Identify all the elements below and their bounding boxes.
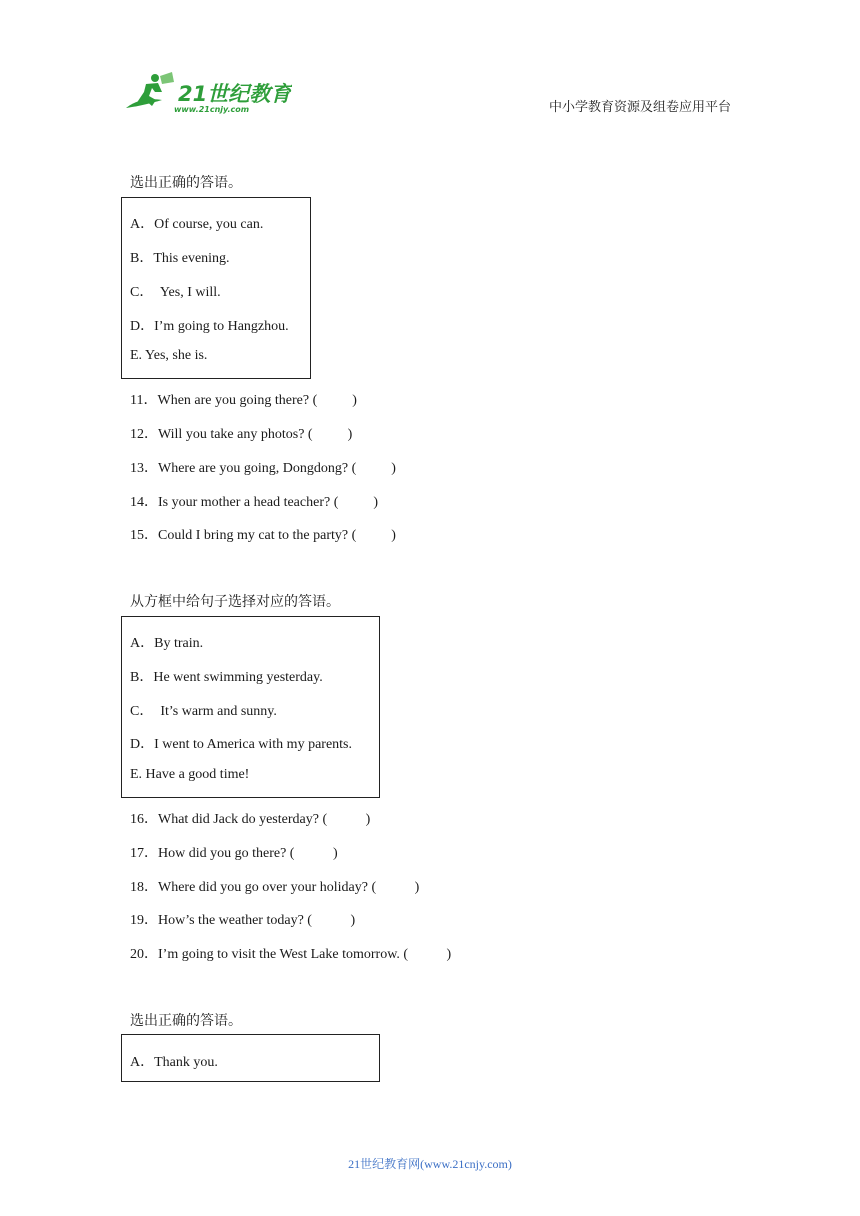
section-1-title: 选出正确的答语。 (130, 176, 242, 191)
question-15: 15．Could I bring my cat to the party? ( ) (130, 528, 396, 543)
option-e: E. Have a good time! (130, 767, 250, 782)
question-12: 12．Will you take any photos? ( ) (130, 427, 353, 442)
question-11: 11．When are you going there? ( ) (130, 393, 357, 408)
option-a: A．By train. (130, 636, 204, 651)
question-14: 14．Is your mother a head teacher? ( ) (130, 495, 379, 510)
section-2-title: 从方框中给句子选择对应的答语。 (130, 595, 340, 610)
question-20: 20．I’m going to visit the West Lake tomorrow. ( ) (130, 947, 452, 962)
runner-logo-icon (122, 70, 292, 116)
option-d: D．I’m going to Hangzhou. (130, 319, 289, 334)
svg-text:www.21cnjy.com: www.21cnjy.com (174, 105, 250, 114)
option-c: C． Yes, I will. (130, 285, 221, 300)
option-a: A．Thank you. (130, 1055, 218, 1070)
option-d: D．I went to America with my parents. (130, 737, 353, 752)
question-19: 19．How’s the weather today? ( ) (130, 913, 356, 928)
platform-name: 中小学教育资源及组卷应用平台 (549, 99, 732, 114)
question-17: 17．How did you go there? ( ) (130, 846, 338, 861)
section-3-title: 选出正确的答语。 (130, 1014, 242, 1029)
question-18: 18．Where did you go over your holiday? ( ) (130, 880, 420, 895)
option-b: B．This evening. (130, 251, 230, 266)
question-16: 16．What did Jack do yesterday? ( ) (130, 812, 371, 827)
svg-text:21世纪教育: 21世纪教育 (178, 82, 292, 106)
option-c: C． It’s warm and sunny. (130, 704, 277, 719)
option-b: B．He went swimming yesterday. (130, 670, 323, 685)
option-a: A．Of course, you can. (130, 217, 264, 232)
question-13: 13．Where are you going, Dongdong? ( ) (130, 461, 396, 476)
option-e: E. Yes, she is. (130, 348, 208, 363)
brand-logo (122, 70, 292, 116)
page-footer: 21世纪教育网(www.21cnjy.com) (348, 1157, 512, 1171)
